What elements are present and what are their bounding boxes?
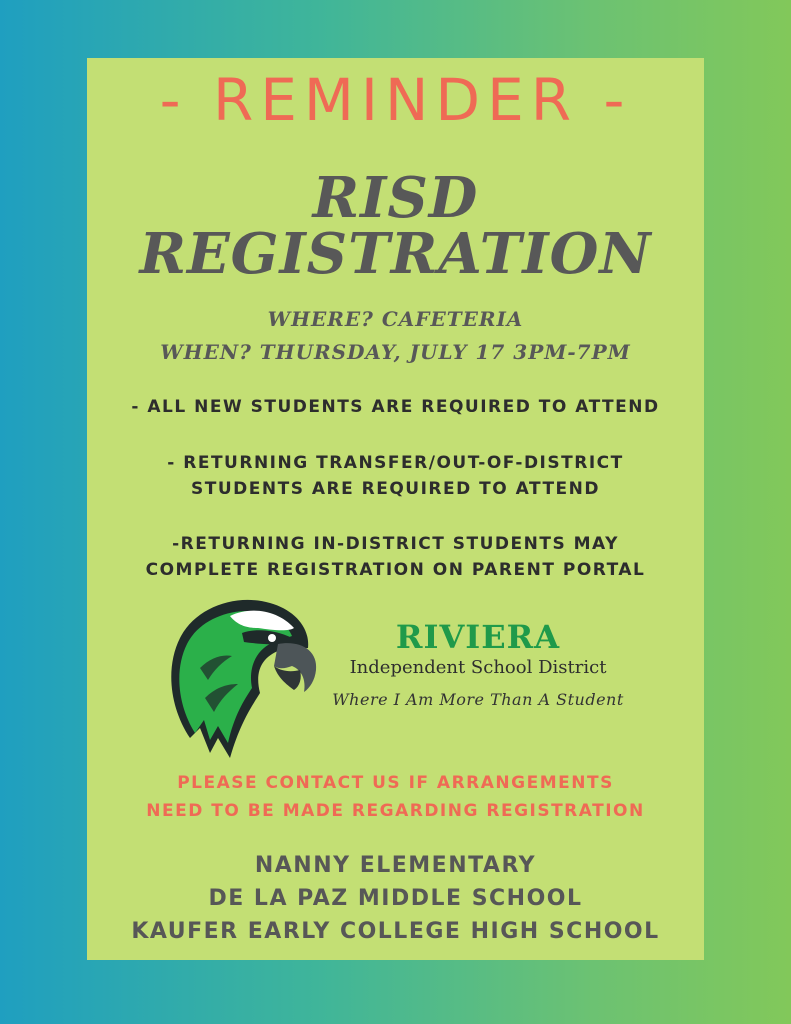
- school-name: KAUFER EARLY COLLEGE HIGH SCHOOL: [131, 919, 660, 944]
- requirement-line: - RETURNING TRANSFER/OUT-OF-DISTRICT: [167, 453, 624, 473]
- requirement-line: STUDENTS ARE REQUIRED TO ATTEND: [191, 479, 600, 499]
- requirement-line: COMPLETE REGISTRATION ON PARENT PORTAL: [145, 560, 646, 580]
- when-line: WHEN? THURSDAY, JULY 17 3PM-7PM: [160, 340, 631, 364]
- contact-line: PLEASE CONTACT US IF ARRANGEMENTS: [177, 773, 614, 793]
- school-name: DE LA PAZ MIDDLE SCHOOL: [208, 886, 583, 911]
- district-tagline: Where I Am More Than A Student: [332, 690, 624, 709]
- requirement-in-district-students: [0, 531, 791, 583]
- school-name: NANNY ELEMENTARY: [254, 853, 537, 878]
- district-name: RIVIERA: [395, 618, 561, 656]
- title-line-2: REGISTRATION: [139, 221, 652, 287]
- school-list: [0, 849, 791, 948]
- district-subtitle: Independent School District: [349, 657, 607, 678]
- requirement-transfer-students: [0, 450, 791, 502]
- where-line: WHERE? CAFETERIA: [267, 307, 524, 331]
- reminder-heading: - REMINDER -: [159, 66, 632, 134]
- requirement-line: -RETURNING IN-DISTRICT STUDENTS MAY: [172, 534, 619, 554]
- district-brand: [318, 618, 638, 709]
- requirement-line: - ALL NEW STUDENTS ARE REQUIRED TO ATTEND: [131, 397, 660, 417]
- title-line-1: RISD: [312, 165, 479, 231]
- requirement-new-students: [0, 394, 791, 420]
- contact-notice: [0, 769, 791, 825]
- contact-line: NEED TO BE MADE REGARDING REGISTRATION: [146, 801, 645, 821]
- eagle-head-icon: [160, 588, 320, 763]
